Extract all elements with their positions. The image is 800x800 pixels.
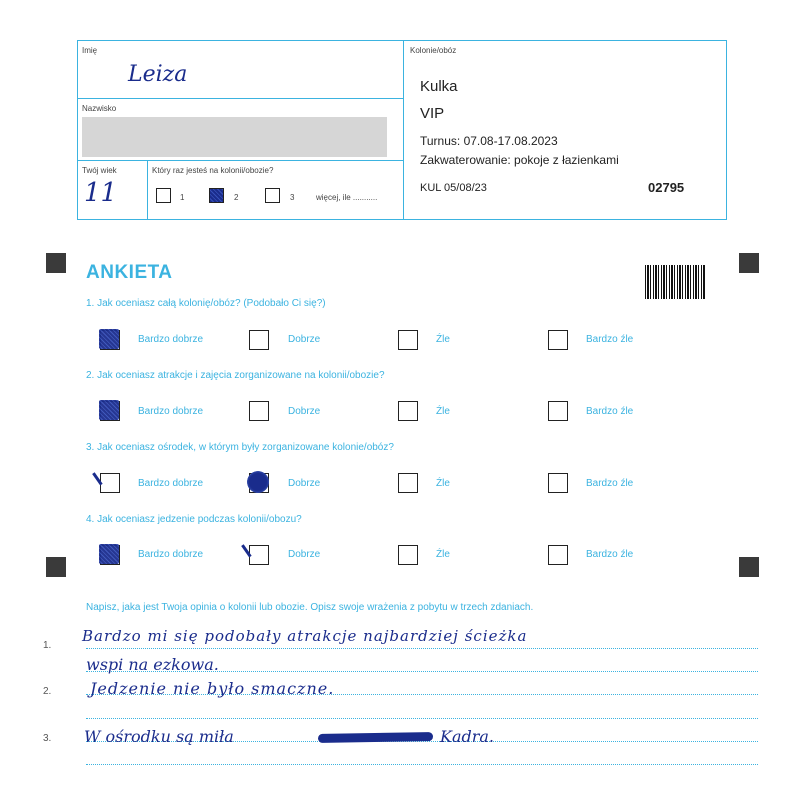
q3-checkbox-bardzo-zle[interactable]: [548, 473, 568, 493]
line-number-3: 3.: [43, 733, 52, 744]
line-number-2: 2.: [43, 686, 52, 697]
last-name-redacted: [82, 117, 387, 157]
q2-checkbox-dobrze[interactable]: [249, 401, 269, 421]
q3-checkbox-bardzo-dobrze[interactable]: [100, 473, 120, 493]
camp-type: VIP: [420, 105, 445, 122]
registration-marker-tr: [739, 253, 759, 273]
question-2: 2. Jak oceniasz atrakcje i zajęcia zorganizowane na kolonii/obozie?: [86, 370, 385, 381]
barcode: [645, 265, 705, 299]
visit-count-checkbox-3[interactable]: [265, 188, 280, 203]
turnus-text: Turnus: 07.08-17.08.2023: [420, 134, 558, 148]
q1-checkbox-zle[interactable]: [398, 330, 418, 350]
writing-line-4: [86, 718, 758, 719]
first-name-value: Leiza: [128, 62, 188, 87]
header-divider-1: [77, 98, 403, 99]
q1-option-zle: Źle: [436, 334, 450, 345]
visit-count-option-2: 2: [234, 193, 239, 202]
q3-checkbox-zle[interactable]: [398, 473, 418, 493]
opinion-text-2: Jedzenie nie było smaczne.: [90, 679, 335, 698]
opinion-text-3b: Kadra.: [440, 727, 495, 746]
last-name-label: Nazwisko: [82, 104, 117, 113]
q4-option-bardzo-dobrze: Bardzo dobrze: [138, 549, 204, 560]
camp-name: Kulka: [420, 78, 458, 95]
opinion-prompt: Napisz, jaka jest Twoja opinia o kolonii lub obozie. Opisz swoje wrażenia z pobytu w trzech zdaniach.: [86, 602, 534, 613]
visit-count-option-3: 3: [290, 193, 295, 202]
q3-option-bardzo-dobrze: Bardzo dobrze: [138, 478, 204, 489]
q2-option-zle: Źle: [436, 406, 450, 417]
writing-line-1: [86, 648, 758, 649]
form-number: 02795: [648, 180, 685, 195]
q3-option-dobrze: Dobrze: [288, 478, 321, 489]
q1-option-dobrze: Dobrze: [288, 334, 321, 345]
visit-count-label: Który raz jesteś na kolonii/obozie?: [152, 166, 274, 175]
registration-marker-tl: [46, 253, 66, 273]
q1-option-bardzo-dobrze: Bardzo dobrze: [138, 334, 204, 345]
q2-option-dobrze: Dobrze: [288, 406, 321, 417]
q4-option-dobrze: Dobrze: [288, 549, 321, 560]
accommodation-text: Zakwaterowanie: pokoje z łazienkami: [420, 153, 619, 167]
writing-line-6: [86, 764, 758, 765]
q1-checkbox-dobrze[interactable]: [249, 330, 269, 350]
visit-count-checkbox-2[interactable]: [209, 188, 224, 203]
q4-option-bardzo-zle: Bardzo źle: [586, 549, 634, 560]
q3-checkbox-dobrze[interactable]: [249, 473, 269, 493]
survey-title: ANKIETA: [86, 262, 173, 283]
q1-checkbox-bardzo-zle[interactable]: [548, 330, 568, 350]
question-4: 4. Jak oceniasz jedzenie podczas kolonii/obozu?: [86, 514, 302, 525]
q3-option-bardzo-zle: Bardzo źle: [586, 478, 634, 489]
question-3: 3. Jak oceniasz ośrodek, w którym były zorganizowane kolonie/obóz?: [86, 442, 394, 453]
q2-checkbox-bardzo-zle[interactable]: [548, 401, 568, 421]
registration-marker-bl: [46, 557, 66, 577]
q1-option-bardzo-zle: Bardzo źle: [586, 334, 634, 345]
q2-option-bardzo-zle: Bardzo źle: [586, 406, 634, 417]
camp-label: Kolonie/obóz: [410, 46, 457, 55]
header-divider-age: [147, 160, 148, 220]
opinion-text-3a: W ośrodku są miła: [84, 727, 234, 746]
q1-checkbox-bardzo-dobrze[interactable]: [100, 330, 120, 350]
q4-checkbox-dobrze[interactable]: [249, 545, 269, 565]
registration-marker-br: [739, 557, 759, 577]
visit-count-checkbox-1[interactable]: [156, 188, 171, 203]
age-value: 11: [84, 178, 118, 208]
q2-checkbox-zle[interactable]: [398, 401, 418, 421]
visit-count-option-1: 1: [180, 193, 185, 202]
visit-count-option-more: więcej, ile ...........: [316, 193, 378, 202]
opinion-text-1a: Bardzo mi się podobały atrakcje najbardziej ścieżka: [82, 627, 528, 645]
question-1: 1. Jak oceniasz całą kolonię/obóz? (Podobało Ci się?): [86, 298, 326, 309]
opinion-text-1b: wspi na ezkowa.: [86, 655, 219, 674]
q2-checkbox-bardzo-dobrze[interactable]: [100, 401, 120, 421]
camp-code: KUL 05/08/23: [420, 182, 487, 194]
q4-checkbox-bardzo-dobrze[interactable]: [100, 545, 120, 565]
q4-checkbox-zle[interactable]: [398, 545, 418, 565]
q4-checkbox-bardzo-zle[interactable]: [548, 545, 568, 565]
first-name-label: Imię: [82, 46, 98, 55]
q2-option-bardzo-dobrze: Bardzo dobrze: [138, 406, 204, 417]
header-divider-vertical: [403, 40, 404, 220]
q4-option-zle: Źle: [436, 549, 450, 560]
header-divider-2: [77, 160, 403, 161]
age-label: Twój wiek: [82, 166, 117, 175]
q3-option-zle: Źle: [436, 478, 450, 489]
line-number-1: 1.: [43, 640, 52, 651]
